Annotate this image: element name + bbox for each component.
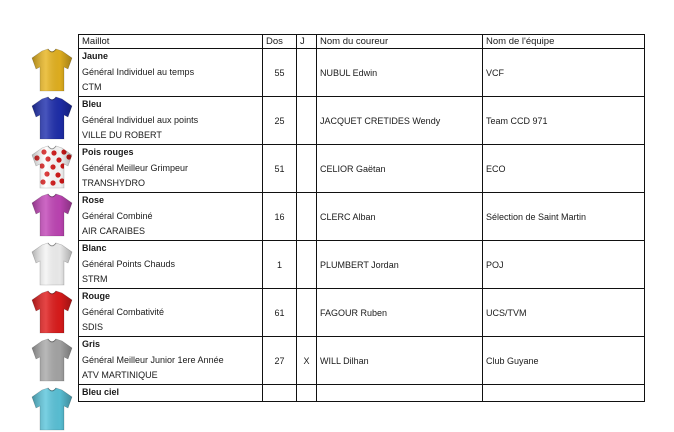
table-row xyxy=(79,145,645,193)
jersey-name: Bleu xyxy=(82,99,102,110)
jersey-name: Gris xyxy=(82,339,101,350)
cell-maillot xyxy=(79,145,263,193)
header-dos: Dos xyxy=(263,35,297,49)
classification-name: Général Combativité xyxy=(82,306,165,317)
sponsor-name: CTM xyxy=(82,82,102,93)
table-row xyxy=(79,193,645,241)
jersey-name: Rouge xyxy=(82,291,110,302)
header-nom-equipe: Nom de l'équipe xyxy=(483,35,645,49)
sky-blue-jersey-icon xyxy=(28,386,76,432)
cell-dos: 25 xyxy=(263,97,297,145)
cell-team-name: UCS/TVM xyxy=(483,289,645,337)
classification-name: Général Meilleur Junior 1ere Année xyxy=(82,354,224,365)
cell-team-name: Sélection de Saint Martin xyxy=(483,193,645,241)
cell-maillot xyxy=(79,241,263,289)
cell-rider-name: JACQUET CRETIDES Wendy xyxy=(317,97,483,145)
polka-dot-jersey-icon xyxy=(28,144,76,190)
cell-team-name: VCF xyxy=(483,49,645,97)
cell-rider-name: FAGOUR Ruben xyxy=(317,289,483,337)
cell-rider-name: CLERC Alban xyxy=(317,193,483,241)
jersey-name: Rose xyxy=(82,195,105,206)
cell-junior xyxy=(297,145,317,193)
cell-rider-name: NUBUL Edwin xyxy=(317,49,483,97)
cell-dos: 27 xyxy=(263,337,297,385)
jersey-name: Blanc xyxy=(82,243,107,254)
cell-junior xyxy=(297,385,317,402)
sponsor-name: AIR CARAIBES xyxy=(82,226,146,237)
header-nom-coureur: Nom du coureur xyxy=(317,35,483,49)
white-jersey-icon xyxy=(28,241,76,287)
classification-name: Général Individuel aux points xyxy=(82,114,199,125)
sponsor-name: VILLE DU ROBERT xyxy=(82,130,162,141)
cell-junior: X xyxy=(297,337,317,385)
table-row xyxy=(79,49,645,97)
cell-junior xyxy=(297,193,317,241)
cell-dos xyxy=(263,385,297,402)
header-maillot: Maillot xyxy=(79,35,263,49)
cell-rider-name: PLUMBERT Jordan xyxy=(317,241,483,289)
cell-team-name: Team CCD 971 xyxy=(483,97,645,145)
cell-dos: 1 xyxy=(263,241,297,289)
jersey-name: Bleu ciel xyxy=(82,387,120,398)
cell-dos: 55 xyxy=(263,49,297,97)
cell-dos: 61 xyxy=(263,289,297,337)
cell-maillot xyxy=(79,289,263,337)
yellow-jersey-icon xyxy=(28,47,76,93)
blue-jersey-icon xyxy=(28,95,76,141)
cell-team-name: POJ xyxy=(483,241,645,289)
table-row xyxy=(79,97,645,145)
classification-name: Général Points Chauds xyxy=(82,258,176,269)
cell-dos: 51 xyxy=(263,145,297,193)
cell-team-name: ECO xyxy=(483,145,645,193)
classification-name: Général Meilleur Grimpeur xyxy=(82,162,189,173)
sponsor-name: ATV MARTINIQUE xyxy=(82,370,158,381)
cell-rider-name xyxy=(317,385,483,402)
cell-junior xyxy=(297,289,317,337)
cell-rider-name: CELIOR Gaëtan xyxy=(317,145,483,193)
cell-junior xyxy=(297,49,317,97)
sponsor-name: STRM xyxy=(82,274,108,285)
cell-team-name: Club Guyane xyxy=(483,337,645,385)
red-jersey-icon xyxy=(28,289,76,335)
cell-junior xyxy=(297,97,317,145)
table-header-row xyxy=(79,35,645,49)
classification-name: Général Combiné xyxy=(82,210,153,221)
table-row xyxy=(79,385,645,402)
cell-maillot xyxy=(79,193,263,241)
cell-dos: 16 xyxy=(263,193,297,241)
cell-maillot xyxy=(79,337,263,385)
jersey-name: Pois rouges xyxy=(82,147,134,158)
cell-rider-name: WILL Dilhan xyxy=(317,337,483,385)
jersey-name: Jaune xyxy=(82,51,109,62)
table-row xyxy=(79,241,645,289)
table-row xyxy=(79,337,645,385)
header-j: J xyxy=(297,35,317,49)
sponsor-name: SDIS xyxy=(82,322,104,333)
sponsor-name: TRANSHYDRO xyxy=(82,178,146,189)
cell-maillot xyxy=(79,97,263,145)
cell-junior xyxy=(297,241,317,289)
classification-table xyxy=(78,34,645,402)
table-row xyxy=(79,289,645,337)
pink-jersey-icon xyxy=(28,192,76,238)
cell-team-name xyxy=(483,385,645,402)
grey-jersey-icon xyxy=(28,337,76,383)
cell-maillot xyxy=(79,49,263,97)
cell-maillot xyxy=(79,385,263,402)
classification-name: Général Individuel au temps xyxy=(82,66,195,77)
